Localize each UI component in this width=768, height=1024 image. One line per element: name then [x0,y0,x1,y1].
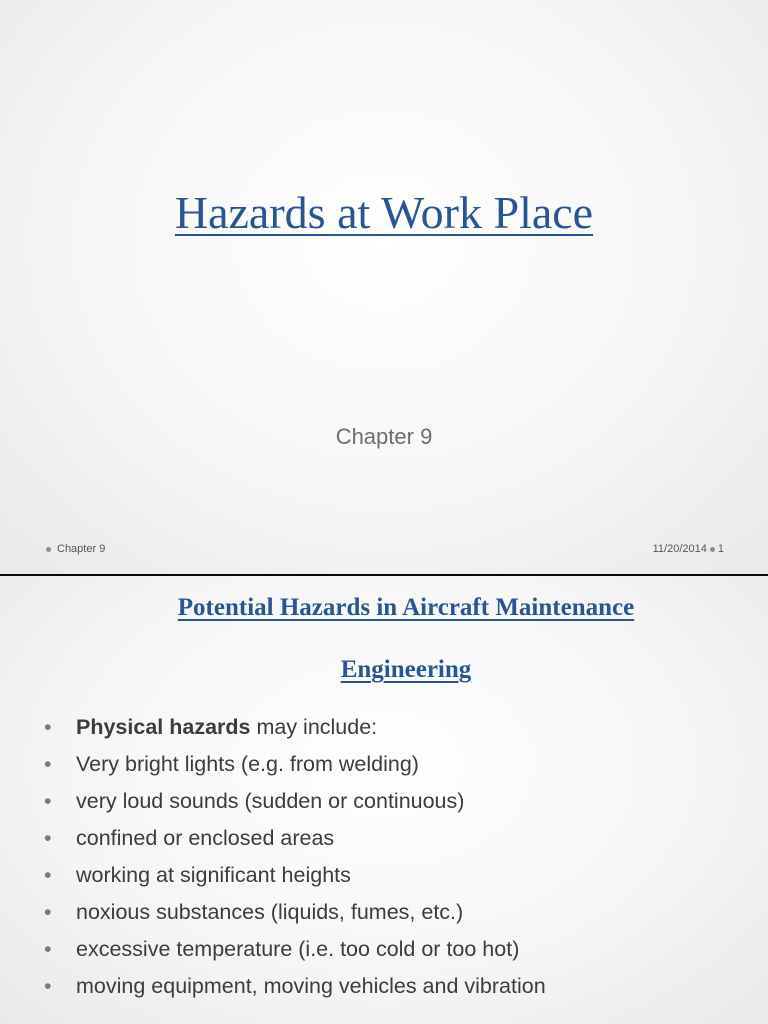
list-item-text: very loud sounds (sudden or continuous) [76,789,465,813]
bullet-dot-icon [46,547,51,552]
list-item [44,786,764,823]
footer-date: 11/20/2014 [652,543,707,555]
list-item [44,823,764,860]
list-item-text: noxious substances (liquids, fumes, etc.) [76,900,464,924]
list-item-text: excessive temperature (i.e. too cold or too hot) [76,937,520,961]
list-item-text: Very bright lights (e.g. from welding) [76,752,419,776]
footer-page-number: 1 [717,543,724,555]
slide-heading-line-2: Engineering [340,656,472,683]
bullet-list [44,712,764,1008]
list-item [44,934,764,971]
list-item-text: confined or enclosed areas [76,826,335,850]
list-item [44,971,764,1008]
list-item-bold: Physical hazards [76,715,251,739]
slide-heading-line-1: Potential Hazards in Aircraft Maintenance [177,594,635,621]
slide-subtitle: Chapter 9 [335,424,433,449]
footer-date-page [653,543,724,555]
list-item [44,712,764,749]
slide-title: Hazards at Work Place [174,187,594,238]
list-item [44,860,764,897]
list-item [44,897,764,934]
list-item-text: working at significant heights [76,863,351,887]
footer-chapter-label: Chapter 9 [57,543,106,555]
list-item [44,749,764,786]
bullet-dot-icon [710,547,715,552]
footer-chapter [46,543,105,555]
list-item-text: moving equipment, moving vehicles and vibration [76,974,546,998]
list-item-text: may include: [250,715,378,739]
slide-2 [0,576,768,1024]
